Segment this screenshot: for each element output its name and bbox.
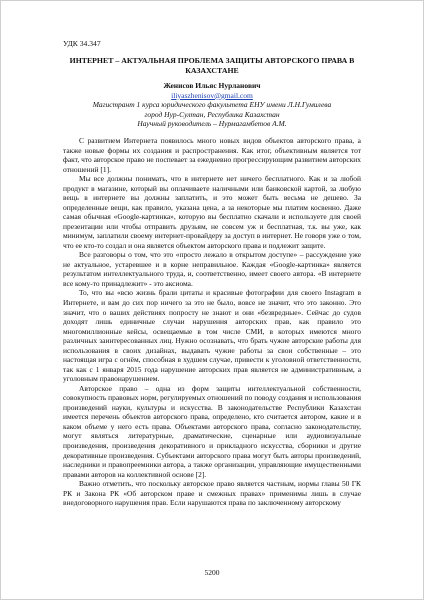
body-paragraph-1: С развитием Интернета появилось много новых видов объектов авторского права, а также новые формы их создания и распространения. Как итог, объективным является тот факт, что авторское право не поспевает за ежедневно прогрессирующим развитием авторских отношений [1]. <box>63 135 361 174</box>
udk-code: УДК 34.347 <box>63 39 101 48</box>
body-paragraph-5: Авторское право – одна из форм защиты интеллектуальной собственности, совокупность правовых норм, регулируемых отношений по поводу создания и использования произведений науки, культуры и искусства. В законодательстве Республики Казахстан имеется перечень объектов авторского права, определено, кто считается автором, какие и в каком объеме у него есть права. Объектами авторского права, согласно законодательству, могут являться литературные, драматические, сценарные или аудиовизуальные произведения, произведения декоративного и прикладного искусства, сборники и другие декоративные произведения. Субъектами авторского права могут быть авторы произведений, наследники и правопреемники автора, а также организации, управляющие имущественными правами авторов на коллективной основе [2]. <box>63 383 361 479</box>
author-block <box>63 81 361 129</box>
article-title: ИНТЕРНЕТ – АКТУАЛЬНАЯ ПРОБЛЕМА ЗАЩИТЫ АВТОРСКОГО ПРАВА В КАЗАХСТАНЕ <box>69 56 355 75</box>
author-affiliation: Магистрант 1 курса юридического факультета ЕНУ имени Л.Н.Гумилева <box>92 100 332 110</box>
body-paragraph-2: Мы все должны понимать, что в интернете нет ничего бесплатного. Как и за любой продукт в магазине, который вы оплачиваете наличными или банковской картой, за любую вещь в интернете вы должны заплатить, и это может быть весьма не дешево. За определенные вещи, как правило, указана цена, а за некоторые мы платим косвенно. Даже самая обычная «Google-картинка», которую вы бесплатно скачали и используете для своей презентации или чтобы отправить друзьям, не совсем уж и бесплатная, т.к. вы уже, как минимум, заплатили своему интернет-провайдеру за доступ в интернет. Не говоря уже о том, что ее кто-то создал и она является объектом авторского права и подлежит защите. <box>63 174 361 250</box>
body-paragraph-4: То, что вы «всю жизнь брали цитаты и красивые фотографии для своего Instagram в Интернете, и вам до сих пор ничего за это не было, вовсе не значит, что это законно. Это значит, что о ваших действиях попросту не знают и они «безвредные». Сейчас до судов доходят лишь единичные случаи нарушения авторских прав, как правило это многомиллионные кейсы, освещаемые в том числе СМИ, в которых имеются много различных заинтересованных лиц. Нужно осознавать, что брать чужие авторские работы для использования в своих дизайнах, выдавать чужие работы за свои собственные – это настоящая игра с огнём, способная в худшем случае, привести к уголовной ответственности, так как с 1 января 2015 года нарушение авторских прав является не административным, а уголовным правонарушением. <box>63 288 361 384</box>
author-name: Женисов Ильяс Нурланович <box>163 81 261 90</box>
body-paragraph-6: Важно отметить, что поскольку авторское право является частным, нормы главы 50 ГК РК и Закона РК «Об авторском праве и смежных правах» применимы лишь в случае внедоговорного нарушения прав. Если нарушаются права по заключенному авторскому <box>63 479 361 508</box>
scientific-supervisor: Научный руководитель – Нурмагамбетов А.М. <box>137 119 287 129</box>
author-email-link[interactable]: iliyaszhenisov@gmail.com <box>171 90 253 100</box>
body-paragraph-3: Все разговоры о том, что это «просто лежало в открытом доступе» – рассуждение уже не актуальное, устаревшее и в корне неправильное. Каждая «Google-картинка» является результатом интеллектуального труда, и, соответственно, имеет своего автора. «В интернете все кому-то принадлежит» - это аксиома. <box>63 250 361 288</box>
page-number: 5200 <box>204 568 220 577</box>
author-city: город Нур-Султан, Республика Казахстан <box>144 109 280 119</box>
page-content <box>63 39 361 508</box>
